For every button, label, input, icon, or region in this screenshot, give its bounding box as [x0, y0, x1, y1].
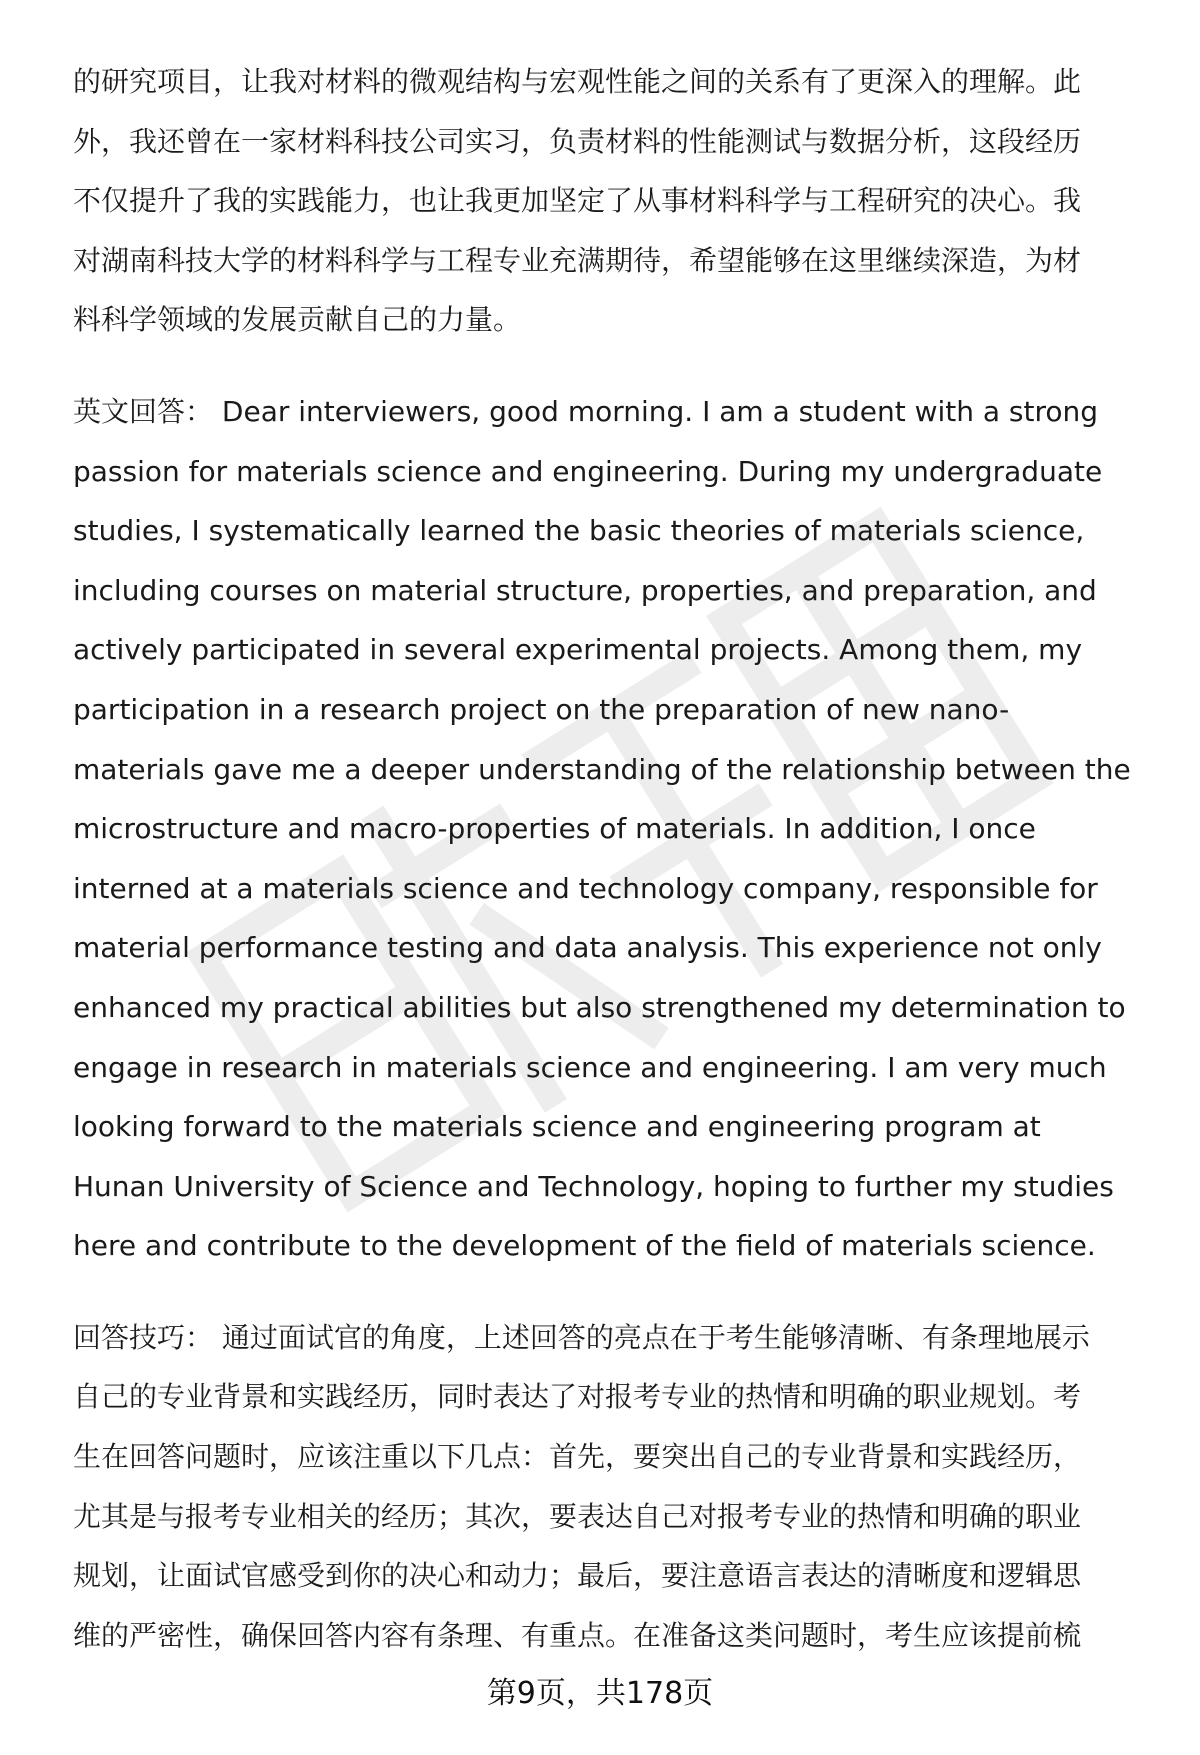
text-line: 料科学领域的发展贡献自己的力量。: [73, 303, 522, 337]
text-line: 英文回答： Dear interviewers, good morning. I am a student with a strong: [73, 394, 1099, 428]
text-line: interned at a materials science and technology company, responsible for: [73, 871, 1098, 905]
page-number: 第9页，共178页: [486, 1676, 714, 1711]
text-line: studies, I systematically learned the basic theories of materials science,: [73, 514, 1085, 548]
text-line: passion for materials science and engineering. During my undergraduate: [73, 454, 1103, 488]
text-line: material performance testing and data analysis. This experience not only: [73, 931, 1102, 965]
text-line: Hunan University of Science and Technology, hoping to further my studies: [73, 1169, 1114, 1203]
text-line: 维的严密性，确保回答内容有条理、有重点。在准备这类问题时，考生应该提前梳: [73, 1618, 1082, 1652]
text-line: 不仅提升了我的实践能力，也让我更加坚定了从事材料科学与工程研究的决心。我: [73, 184, 1082, 218]
text-line: actively participated in several experimental projects. Among them, my: [73, 633, 1083, 667]
text-line: 外，我还曾在一家材料科技公司实习，负责材料的性能测试与数据分析，这段经历: [73, 124, 1082, 158]
text-line: here and contribute to the development of the field of materials science.: [73, 1229, 1096, 1263]
text-line: microstructure and macro-properties of materials. In addition, I once: [73, 812, 1036, 846]
text-line: 对湖南科技大学的材料科学与工程专业充满期待，希望能够在这里继续深造，为材: [73, 243, 1082, 277]
text-line: participation in a research project on the preparation of new nano-: [73, 692, 1010, 726]
text-line: 生在回答问题时，应该注重以下几点：首先，要突出自己的专业背景和实践经历，: [73, 1440, 1082, 1474]
document-body: [73, 52, 1153, 1697]
text-line: 回答技巧： 通过面试官的角度，上述回答的亮点在于考生能够清晰、有条理地展示: [73, 1320, 1090, 1354]
paragraph-chinese-intro: [73, 52, 1153, 350]
text-line: looking forward to the materials science and engineering program at: [73, 1110, 1041, 1144]
text-line: enhanced my practical abilities but also strengthened my determination to: [73, 990, 1126, 1024]
text-line: including courses on material structure, properties, and preparation, and: [73, 573, 1097, 607]
paragraph-english-answer: [73, 382, 1153, 1276]
text-line: materials gave me a deeper understanding of the relationship between the: [73, 752, 1131, 786]
text-line: 规划，让面试官感受到你的决心和动力；最后，要注意语言表达的清晰度和逻辑思: [73, 1559, 1082, 1593]
text-line: 尤其是与报考专业相关的经历；其次，要表达自己对报考专业的热情和明确的职业: [73, 1499, 1082, 1533]
text-line: 的研究项目，让我对材料的微观结构与宏观性能之间的关系有了更深入的理解。此: [73, 65, 1082, 98]
text-line: 自己的专业背景和实践经历，同时表达了对报考专业的热情和明确的职业规划。考: [73, 1380, 1082, 1414]
text-line: engage in research in materials science and engineering. I am very much: [73, 1050, 1107, 1084]
paragraph-answer-tips: [73, 1308, 1153, 1666]
